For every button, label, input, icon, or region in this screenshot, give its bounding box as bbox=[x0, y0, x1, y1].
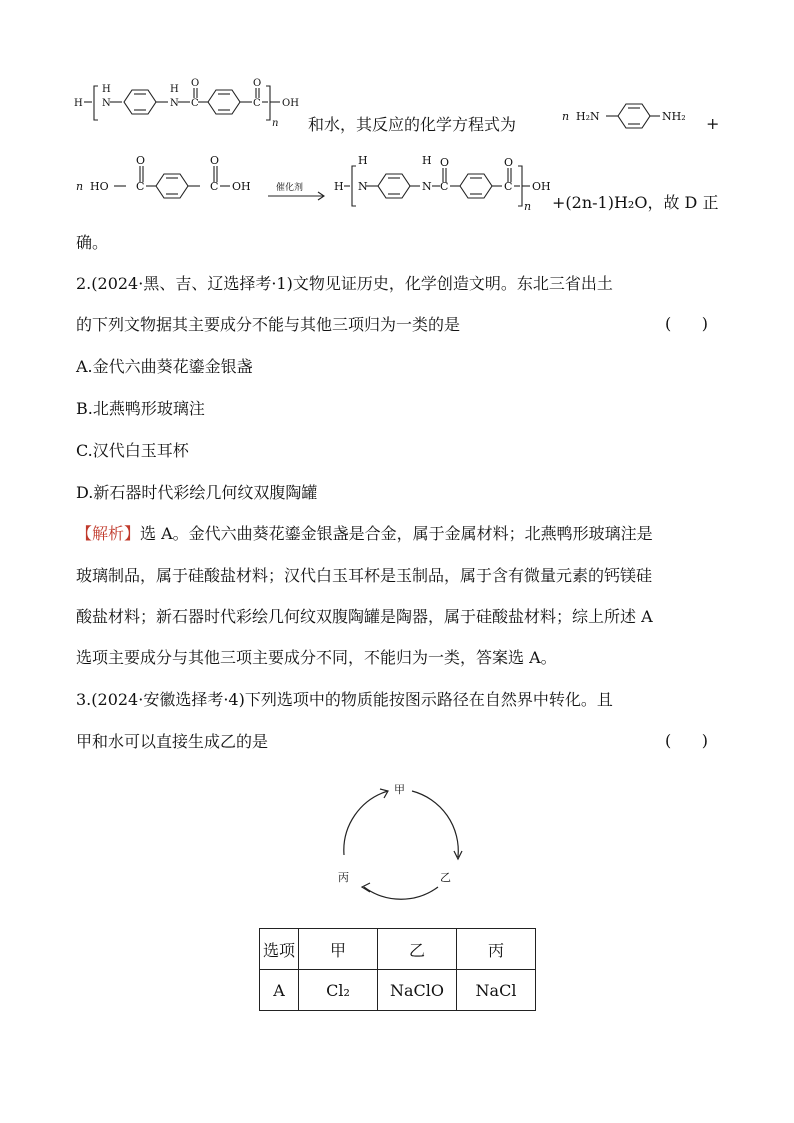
node-yi: 乙 bbox=[440, 871, 451, 884]
table-cell: A bbox=[260, 970, 299, 1011]
svg-text:OH: OH bbox=[532, 180, 551, 193]
svg-text:C: C bbox=[136, 180, 145, 193]
svg-text:n: n bbox=[76, 180, 84, 193]
q2-analysis-line1: 【解析】选 A。金代六曲葵花鎏金银盏是合金，属于金属材料；北燕鸭形玻璃注是 bbox=[76, 524, 653, 543]
q2-option-c: C.汉代白玉耳杯 bbox=[76, 441, 189, 460]
svg-text:O: O bbox=[440, 156, 450, 169]
q2-option-d: D.新石器时代彩绘几何纹双腹陶罐 bbox=[76, 483, 318, 502]
svg-text:H: H bbox=[170, 84, 179, 95]
transformation-cycle-diagram bbox=[320, 775, 480, 915]
node-bing: 丙 bbox=[338, 871, 349, 884]
svg-text:C: C bbox=[253, 98, 261, 109]
svg-text:O: O bbox=[191, 78, 200, 89]
table-header-cell: 丙 bbox=[457, 929, 536, 970]
svg-text:n: n bbox=[524, 200, 532, 213]
svg-text:C: C bbox=[191, 98, 199, 109]
svg-text:C: C bbox=[210, 180, 219, 193]
svg-text:H: H bbox=[422, 154, 432, 167]
svg-text:HO: HO bbox=[90, 180, 109, 193]
atom-h: H bbox=[74, 98, 83, 109]
q3-answer-paren: ( ) bbox=[665, 731, 708, 750]
svg-text:O: O bbox=[253, 78, 262, 89]
svg-text:O: O bbox=[136, 154, 146, 167]
table-header-cell: 选项 bbox=[260, 929, 299, 970]
q2-stem-line1: 2.(2024·黑、吉、辽选择考·1)文物见证历史，化学创造文明。东北三省出土 bbox=[76, 274, 613, 293]
analysis-tag: 【解析】 bbox=[76, 524, 141, 543]
table-header-cell: 甲 bbox=[299, 929, 378, 970]
options-table bbox=[259, 928, 536, 1011]
q2-answer-paren: ( ) bbox=[665, 314, 708, 333]
reaction-text-c: 确。 bbox=[76, 233, 109, 252]
q2-option-a: A.金代六曲葵花鎏金银盏 bbox=[76, 357, 253, 376]
plus-sign: + bbox=[706, 114, 720, 133]
q3-stem-line1: 3.(2024·安徽选择考·4)下列选项中的物质能按图示路径在自然界中转化。且 bbox=[76, 690, 613, 709]
svg-text:N: N bbox=[170, 98, 179, 109]
svg-text:n: n bbox=[272, 118, 279, 129]
q2-stem-line2: 的下列文物据其主要成分不能与其他三项归为一类的是 bbox=[76, 315, 461, 334]
svg-text:OH: OH bbox=[282, 98, 299, 109]
svg-text:C: C bbox=[504, 180, 513, 193]
monomer-diamine bbox=[560, 96, 720, 136]
svg-text:C: C bbox=[440, 180, 449, 193]
table-cell: Cl₂ bbox=[299, 970, 378, 1011]
reaction-text-b: +(2n-1)H₂O，故 D 正 bbox=[552, 193, 719, 212]
svg-text:OH: OH bbox=[232, 180, 251, 193]
reaction-equation bbox=[72, 146, 562, 214]
svg-text:NH₂: NH₂ bbox=[662, 110, 686, 123]
svg-text:O: O bbox=[504, 156, 514, 169]
table-header-row bbox=[260, 929, 536, 970]
q2-analysis-line3: 酸盐材料；新石器时代彩绘几何纹双腹陶罐是陶器，属于硅酸盐材料；综上所述 A bbox=[76, 607, 653, 626]
svg-text:H: H bbox=[358, 154, 368, 167]
svg-text:n: n bbox=[562, 110, 570, 123]
q2-analysis-line4: 选项主要成分与其他三项主要成分不同，不能归为一类，答案选 A。 bbox=[76, 648, 557, 667]
svg-text:H: H bbox=[334, 180, 344, 193]
svg-text:H₂N: H₂N bbox=[576, 110, 600, 123]
table-row bbox=[260, 970, 536, 1011]
table-header-cell: 乙 bbox=[378, 929, 457, 970]
table-cell: NaCl bbox=[457, 970, 536, 1011]
svg-text:N: N bbox=[358, 180, 368, 193]
q3-stem-line2: 甲和水可以直接生成乙的是 bbox=[76, 732, 269, 751]
table-cell: NaClO bbox=[378, 970, 457, 1011]
polymer-structure bbox=[72, 74, 312, 132]
node-jia: 甲 bbox=[394, 783, 405, 796]
reaction-text-a: 和水，其反应的化学方程式为 bbox=[308, 115, 517, 134]
svg-text:O: O bbox=[210, 154, 220, 167]
q2-option-b: B.北燕鸭形玻璃注 bbox=[76, 399, 205, 418]
svg-text:N: N bbox=[102, 98, 111, 109]
catalyst-label: 催化剂 bbox=[276, 183, 304, 193]
q2-analysis-line2: 玻璃制品，属于硅酸盐材料；汉代白玉耳杯是玉制品，属于含有微量元素的钙镁硅 bbox=[76, 566, 653, 585]
svg-text:N: N bbox=[422, 180, 432, 193]
svg-text:H: H bbox=[102, 84, 111, 95]
